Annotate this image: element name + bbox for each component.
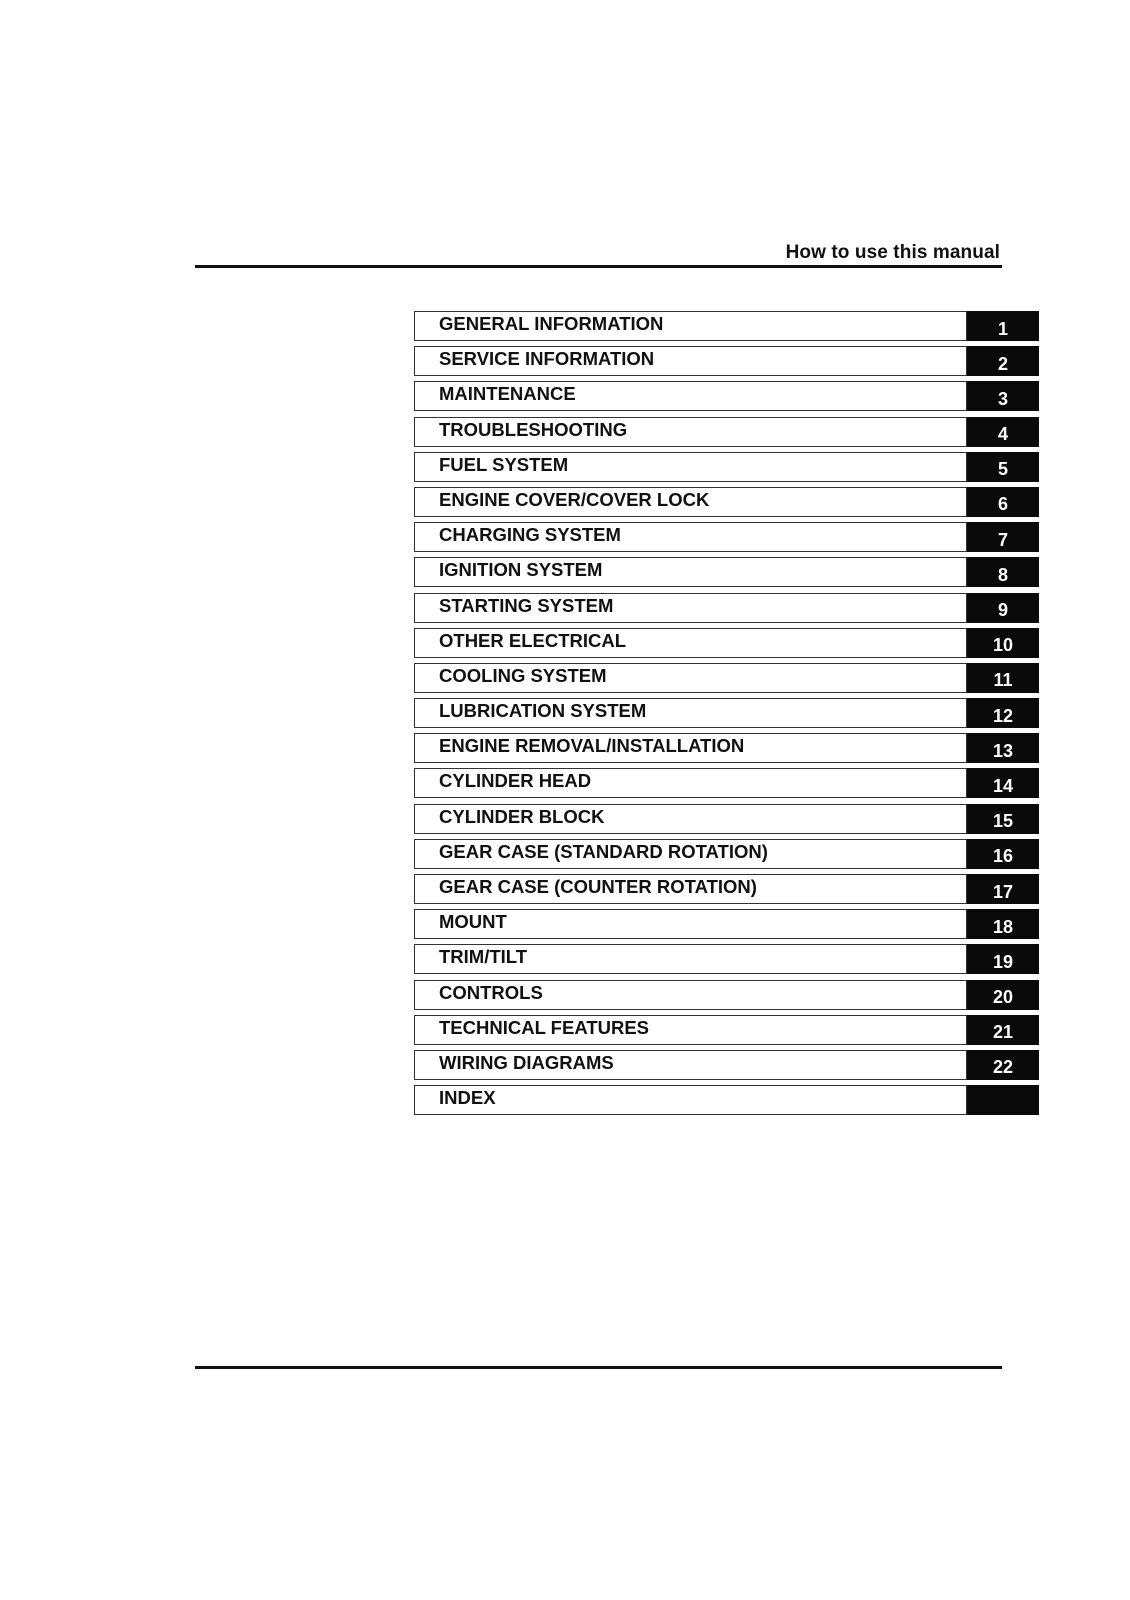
section-number: 5 [997,459,1008,480]
toc-row[interactable] [414,628,1039,658]
section-tab[interactable] [967,733,1039,763]
toc-label-box[interactable] [414,557,967,587]
toc-row[interactable] [414,522,1039,552]
section-tab[interactable] [967,663,1039,693]
toc-row[interactable] [414,452,1039,482]
section-number: 2 [997,353,1008,374]
section-number: 11 [993,670,1013,691]
section-number: 13 [992,740,1014,761]
toc-row[interactable] [414,909,1039,939]
toc-label: ENGINE COVER/COVER LOCK [439,488,710,510]
toc-label-box[interactable] [414,1050,967,1080]
section-number: 4 [997,424,1008,445]
toc-label: GEAR CASE (COUNTER ROTATION) [439,876,757,897]
section-tab[interactable] [967,944,1039,974]
toc-label: MAINTENANCE [439,383,576,405]
toc-row[interactable] [414,381,1039,411]
section-number: 17 [992,881,1014,902]
toc-label: TRIM/TILT [439,946,528,968]
section-tab[interactable] [967,311,1039,341]
section-number: 15 [992,811,1014,832]
section-number: 8 [997,564,1008,585]
toc-label: CYLINDER BLOCK [439,805,605,827]
section-number: 16 [992,846,1014,867]
toc-label-box[interactable] [414,522,967,552]
section-tab[interactable] [967,768,1039,798]
toc-label-box[interactable] [414,346,967,376]
toc-label-box[interactable] [414,452,967,482]
toc-label-box[interactable] [414,593,967,623]
toc-label-box[interactable] [414,874,967,904]
toc-label-box[interactable] [414,487,967,517]
table-of-contents [414,311,1039,1120]
toc-label: LUBRICATION SYSTEM [439,700,647,722]
toc-label: CYLINDER HEAD [439,770,592,792]
section-number: 20 [992,987,1014,1008]
toc-label: GENERAL INFORMATION [439,313,664,334]
toc-label-box[interactable] [414,381,967,411]
section-tab[interactable] [967,628,1039,658]
toc-label-box[interactable] [414,663,967,693]
section-number: 6 [997,494,1008,515]
toc-label: TECHNICAL FEATURES [439,1016,650,1038]
toc-row[interactable] [414,768,1039,798]
section-tab[interactable] [967,1015,1039,1045]
section-number: 3 [997,388,1008,409]
section-number: 19 [992,951,1014,972]
section-tab[interactable] [967,980,1039,1010]
toc-label: INDEX [439,1087,496,1109]
toc-label-box[interactable] [414,980,967,1010]
section-tab[interactable] [967,1050,1039,1080]
section-tab[interactable] [967,1085,1039,1115]
section-tab[interactable] [967,909,1039,939]
toc-label-box[interactable] [414,804,967,834]
toc-label: WIRING DIAGRAMS [439,1051,614,1073]
toc-label: ENGINE REMOVAL/INSTALLATION [439,735,745,757]
toc-label-box[interactable] [414,628,967,658]
toc-label-box[interactable] [414,944,967,974]
toc-label: GEAR CASE (STANDARD ROTATION) [439,840,768,862]
footer-rule [195,1366,1002,1369]
toc-label-box[interactable] [414,1015,967,1045]
toc-row[interactable] [414,487,1039,517]
section-tab[interactable] [967,381,1039,411]
toc-label: IGNITION SYSTEM [439,559,603,581]
toc-label: OTHER ELECTRICAL [439,629,627,651]
section-number: 14 [992,775,1014,796]
header-title: How to use this manual [785,242,1000,263]
toc-row[interactable] [414,1015,1039,1045]
section-number: 18 [992,916,1014,937]
toc-row[interactable] [414,944,1039,974]
toc-row[interactable] [414,804,1039,834]
toc-row[interactable] [414,839,1039,869]
toc-row[interactable] [414,698,1039,728]
toc-row[interactable] [414,593,1039,623]
toc-label: MOUNT [439,911,507,933]
section-tab[interactable] [967,804,1039,834]
toc-row[interactable] [414,417,1039,447]
toc-label-box[interactable] [414,698,967,728]
section-tab[interactable] [967,698,1039,728]
section-tab[interactable] [967,874,1039,904]
page-header [195,238,1002,268]
section-number: 22 [992,1057,1014,1078]
toc-label-box[interactable] [414,839,967,869]
toc-row[interactable] [414,346,1039,376]
section-tab[interactable] [967,593,1039,623]
toc-label-box[interactable] [414,733,967,763]
toc-row[interactable] [414,557,1039,587]
toc-row[interactable] [414,1085,1039,1115]
section-number: 9 [997,600,1008,620]
section-tab[interactable] [967,487,1039,517]
section-number: 7 [997,529,1008,550]
section-tab[interactable] [967,452,1039,482]
section-number: 12 [992,705,1014,726]
toc-row[interactable] [414,311,1039,341]
toc-row[interactable] [414,874,1039,904]
toc-row[interactable] [414,1050,1039,1080]
section-tab[interactable] [967,417,1039,447]
toc-row[interactable] [414,663,1039,693]
toc-label-box[interactable] [414,417,967,447]
toc-label-box[interactable] [414,1085,967,1115]
toc-label: COOLING SYSTEM [439,664,607,686]
toc-label: TROUBLESHOOTING [439,418,628,440]
section-tab[interactable] [967,522,1039,552]
section-tab[interactable] [967,346,1039,376]
section-tab[interactable] [967,557,1039,587]
toc-label-box[interactable] [414,909,967,939]
section-number: 10 [992,635,1014,656]
section-tab[interactable] [967,839,1039,869]
toc-label-box[interactable] [414,311,967,341]
toc-label: FUEL SYSTEM [439,453,569,475]
toc-row[interactable] [414,980,1039,1010]
toc-label: CONTROLS [439,981,543,1003]
toc-label-box[interactable] [414,768,967,798]
toc-label: CHARGING SYSTEM [439,524,621,546]
toc-row[interactable] [414,733,1039,763]
section-number: 21 [992,1022,1014,1043]
toc-label: STARTING SYSTEM [439,594,614,616]
toc-label: SERVICE INFORMATION [439,348,655,370]
section-number: 1 [997,318,1008,339]
